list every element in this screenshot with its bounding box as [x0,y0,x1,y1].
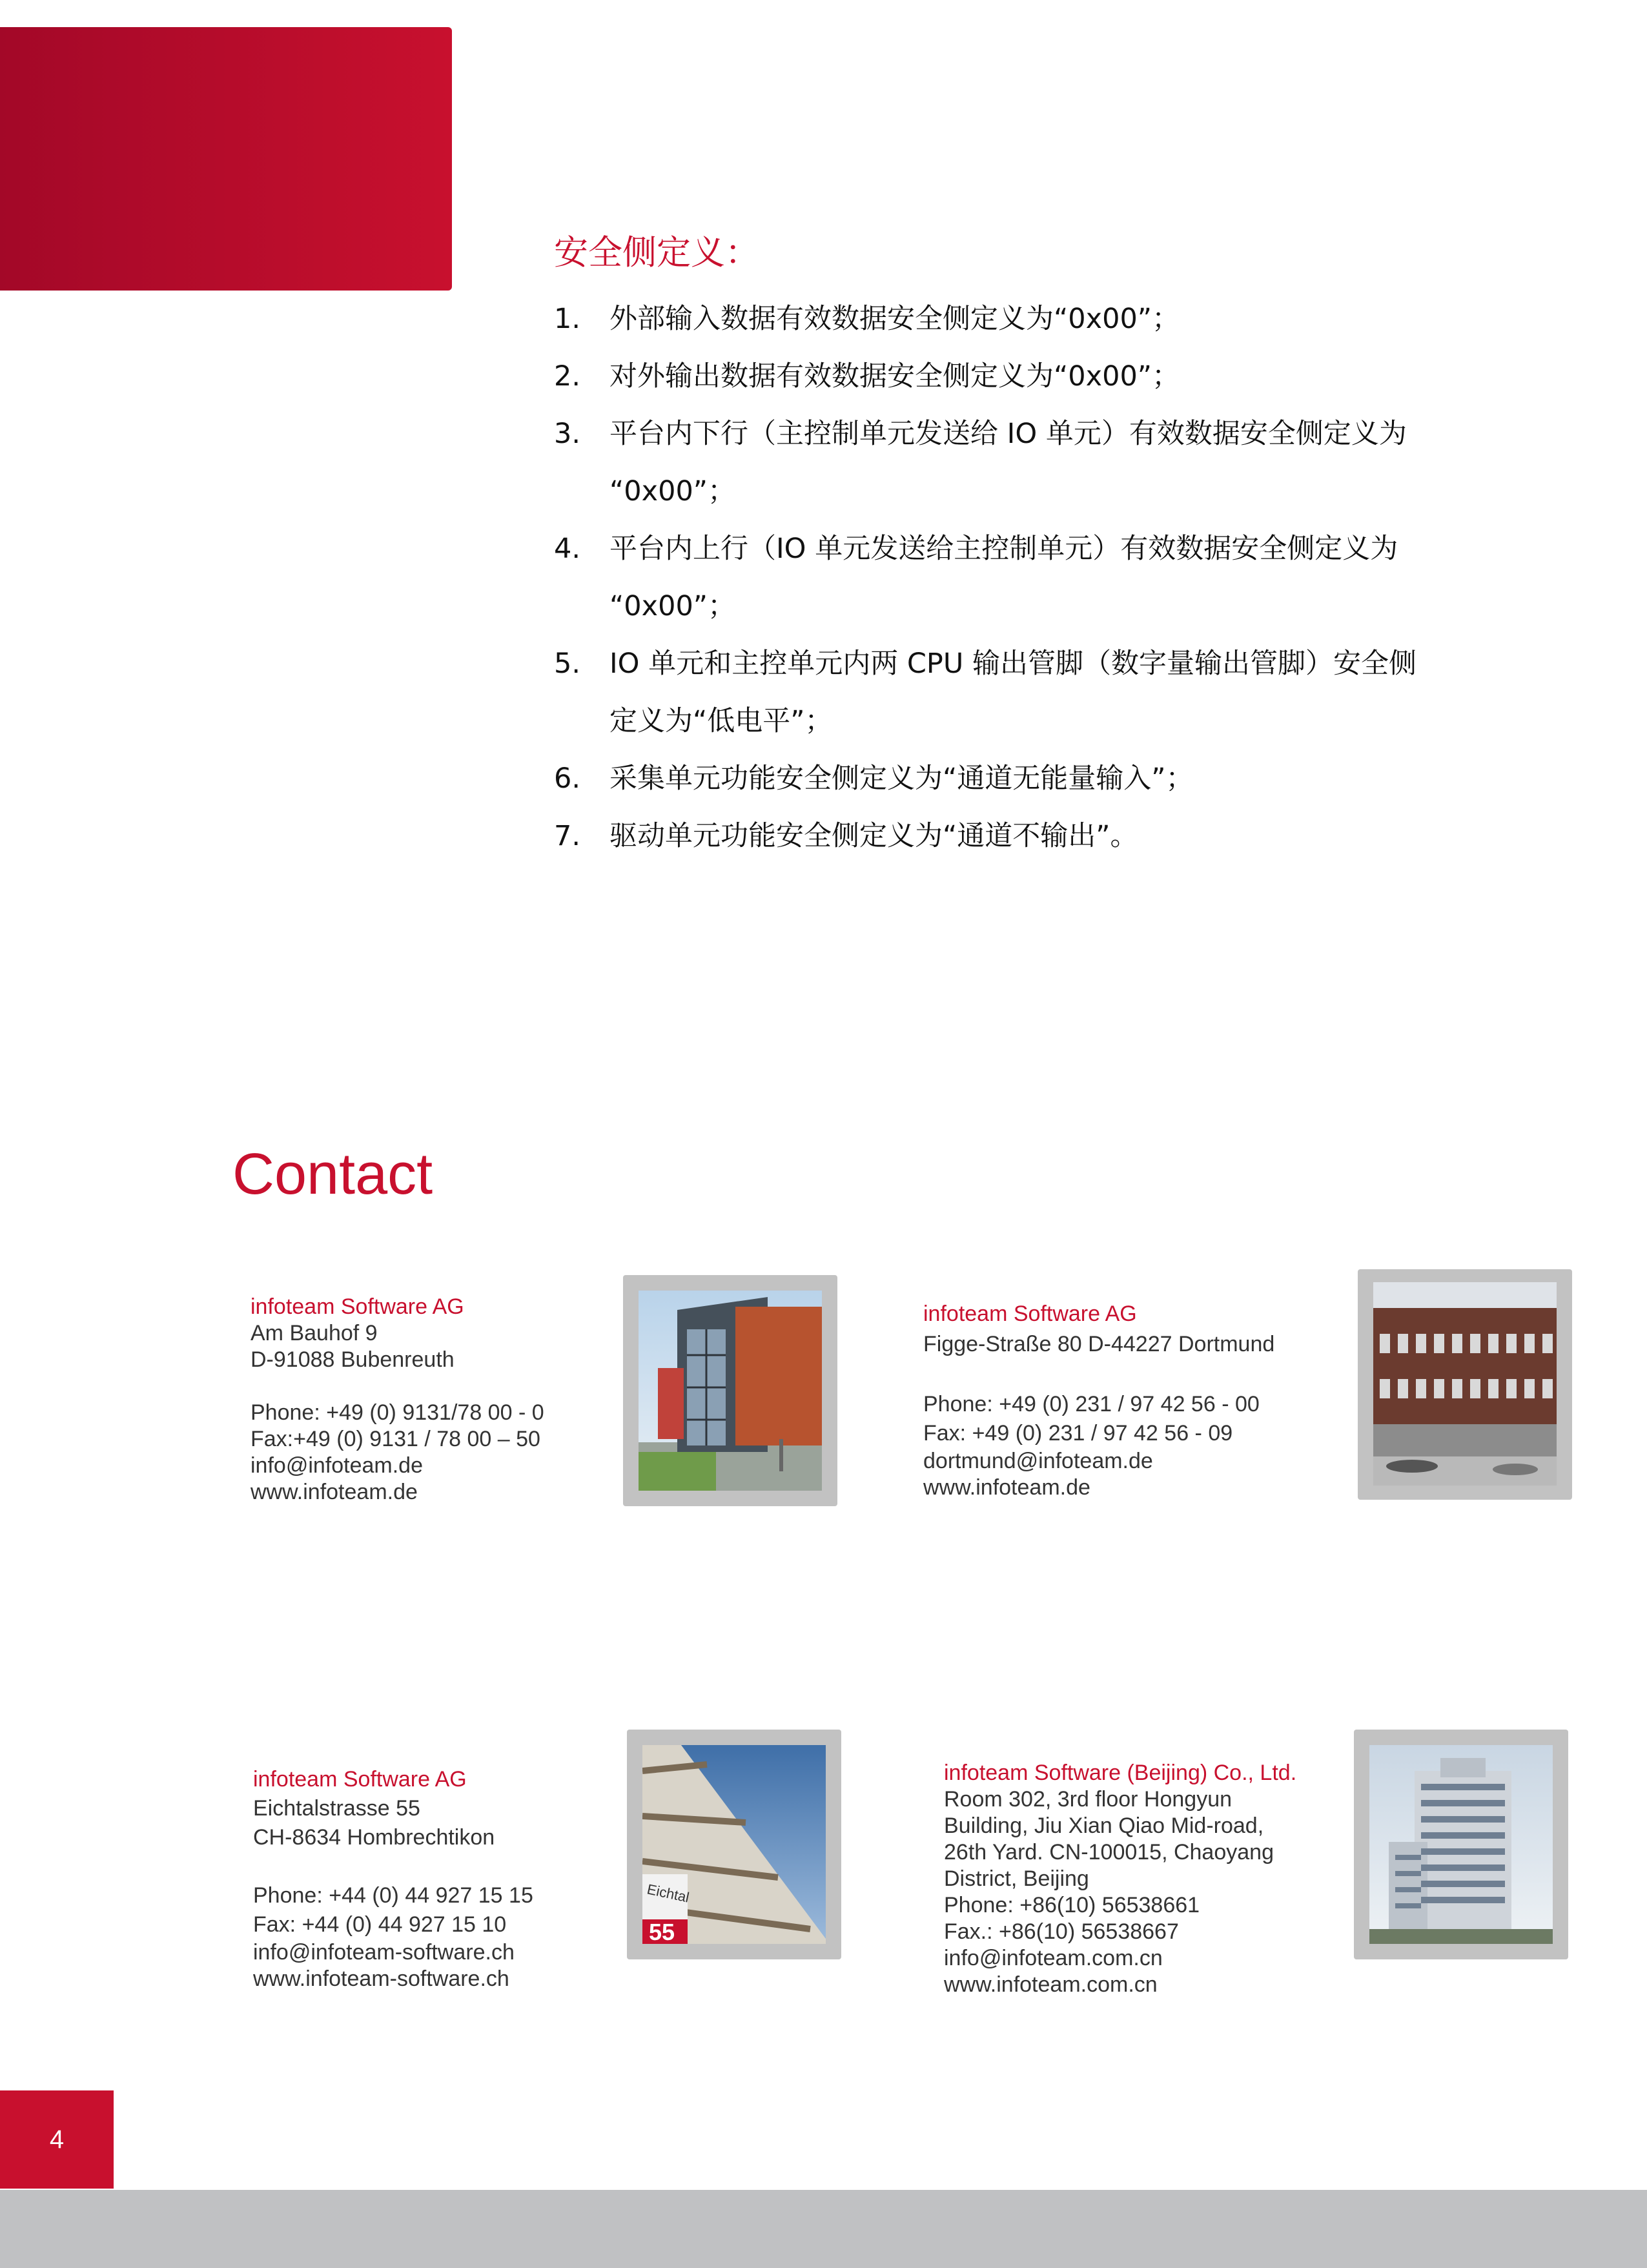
header-red-block [0,27,452,291]
safety-definition-section [554,225,1458,865]
office-company: infoteam Software AG [251,1294,464,1319]
list-text: 平台内下行（主控制单元发送给 IO 单元）有效数据安全侧定义为 [609,418,1407,450]
office-phone: Phone: +44 (0) 44 927 15 15 [253,1883,533,1908]
office-address-line: 26th Yard. CN-100015, Chaoyang [944,1840,1274,1864]
list-number: 6. [554,762,581,795]
list-number: 1. [554,303,581,335]
list-item [554,405,1458,520]
list-item [554,750,1458,808]
list-number: 7. [554,820,581,852]
office-photo-frame [623,1275,837,1506]
office-phone: Phone: +49 (0) 231 / 97 42 56 - 00 [923,1392,1260,1416]
list-text: 平台内上行（IO 单元发送给主控制单元）有效数据安全侧定义为 [609,533,1398,565]
office-company: infoteam Software AG [253,1767,467,1792]
office-building-photo [642,1745,826,1944]
office-beijing [944,1760,1344,1998]
list-item [554,348,1458,405]
office-fax: Fax: +49 (0) 231 / 97 42 56 - 09 [923,1421,1233,1446]
office-phone: Phone: +86(10) 56538661 [944,1893,1200,1917]
list-text: 外部输入数据有效数据安全侧定义为“0x00”； [609,303,1180,335]
office-web-link[interactable]: www.infoteam.de [251,1480,418,1504]
list-item [554,635,1458,750]
list-number: 5. [554,648,581,680]
contact-heading: Contact [232,1142,433,1207]
office-company: infoteam Software (Beijing) Co., Ltd. [944,1761,1297,1785]
list-text-continued: “0x00”； [609,475,736,507]
office-dortmund [923,1301,1311,1501]
office-email-link[interactable]: info@infoteam.com.cn [944,1946,1163,1970]
office-email-link[interactable]: info@infoteam-software.ch [253,1940,515,1965]
list-item [554,808,1458,865]
office-fax: Fax.: +86(10) 56538667 [944,1919,1179,1944]
office-email-link[interactable]: info@infoteam.de [251,1453,424,1478]
list-number: 3. [554,418,581,450]
office-address-line: D-91088 Bubenreuth [251,1347,455,1372]
office-address-line: Figge-Straße 80 D-44227 Dortmund [923,1332,1275,1356]
office-address-line: Room 302, 3rd floor Hongyun [944,1787,1233,1812]
street-sign-text: Eichtal [645,1881,691,1906]
list-item [554,291,1458,348]
office-building-photo [1369,1745,1553,1944]
office-address-line: Am Bauhof 9 [251,1321,378,1345]
office-address-line: Eichtalstrasse 55 [253,1796,420,1821]
office-phone: Phone: +49 (0) 9131/78 00 - 0 [251,1400,544,1425]
office-fax: Fax: +44 (0) 44 927 15 10 [253,1912,507,1937]
list-text-continued: “0x00”； [609,590,736,622]
office-web-link[interactable]: www.infoteam-software.ch [253,1967,509,1991]
list-text: 采集单元功能安全侧定义为“通道无能量输入”； [609,762,1194,795]
list-number: 4. [554,533,581,565]
office-address-line: CH-8634 Hombrechtikon [253,1825,495,1850]
office-web-link[interactable]: www.infoteam.com.cn [944,1972,1158,1997]
office-building-photo [639,1291,822,1491]
office-building-photo [1373,1282,1557,1486]
office-fax: Fax:+49 (0) 9131 / 78 00 – 50 [251,1427,540,1451]
office-bubenreuth [251,1294,612,1506]
list-text: 驱动单元功能安全侧定义为“通道不输出”。 [609,820,1138,852]
office-company: infoteam Software AG [923,1302,1137,1326]
office-photo-frame [1354,1730,1568,1959]
office-address-line: District, Beijing [944,1866,1089,1891]
list-item [554,520,1458,635]
office-hombrechtikon [253,1765,615,1992]
office-address-line: Building, Jiu Xian Qiao Mid-road, [944,1813,1264,1838]
office-email-link[interactable]: dortmund@infoteam.de [923,1449,1153,1473]
office-photo-frame [627,1730,841,1959]
safety-list [554,291,1458,865]
page-number: 4 [0,2090,114,2189]
office-photo-frame [1358,1269,1572,1500]
safety-title: 安全侧定义： [554,233,759,272]
list-text-continued: 定义为“低电平”； [609,705,833,737]
list-text: 对外输出数据有效数据安全侧定义为“0x00”； [609,360,1180,393]
street-number-text: 55 [649,1919,675,1944]
list-text: IO 单元和主控单元内两 CPU 输出管脚（数字量输出管脚）安全侧 [609,648,1417,680]
office-web-link[interactable]: www.infoteam.de [923,1475,1090,1500]
list-number: 2. [554,360,581,393]
footer-bar [0,2190,1647,2268]
